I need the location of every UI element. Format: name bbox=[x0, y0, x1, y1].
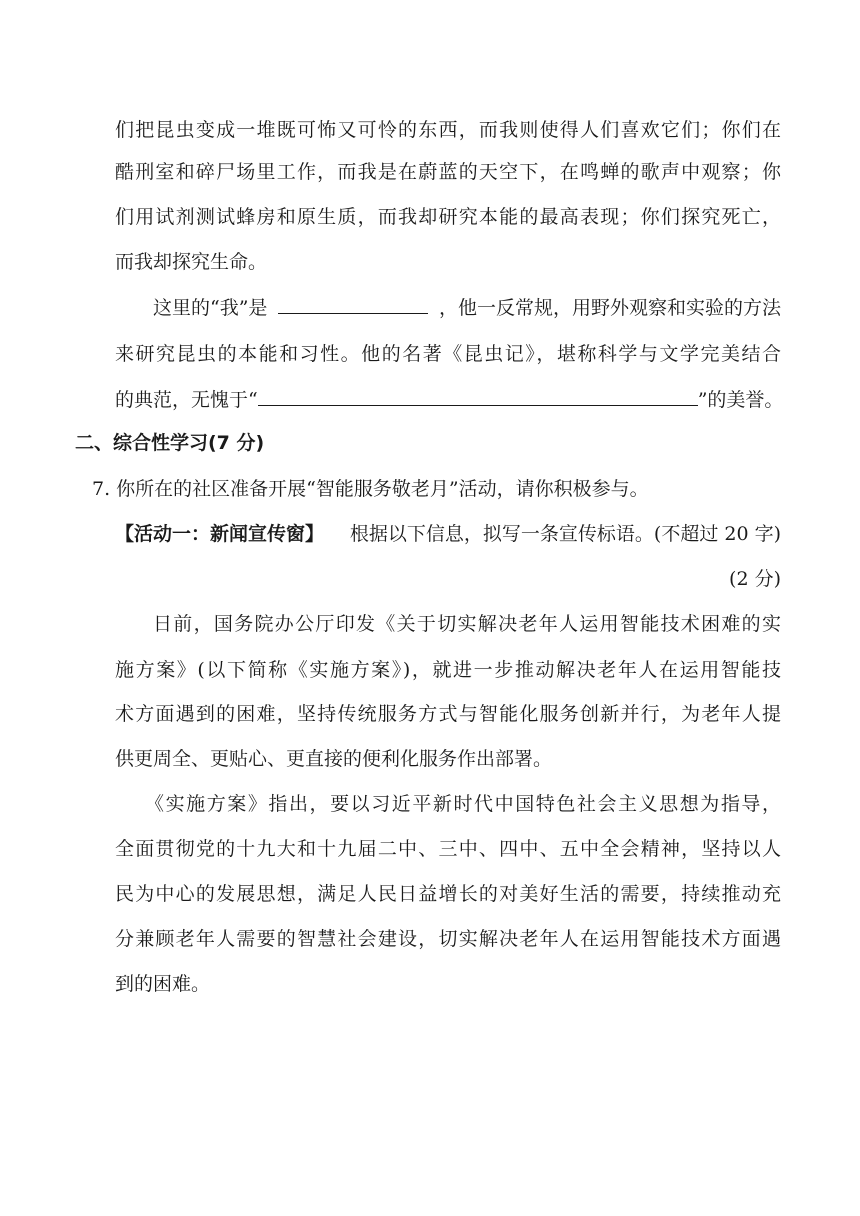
passage-line-3: 们用试剂测试蜂房和原生质，而我却研究本能的最高表现；你们探究死亡， bbox=[115, 206, 781, 228]
passage-line-4: 而我却探究生命。 bbox=[115, 251, 268, 273]
news-para-2-line-1: 《实施方案》指出，要以习近平新时代中国特色社会主义思想为指导， bbox=[145, 793, 781, 815]
fill-line-3 bbox=[115, 387, 784, 412]
news-para-2-line-4: 分兼顾老年人需要的智慧社会建设，切实解决老年人在运用智能技术方面遇 bbox=[115, 928, 781, 950]
activity-one-label: 【活动一：新闻宣传窗】 bbox=[115, 523, 325, 545]
activity-one-line bbox=[115, 522, 781, 546]
news-para-1-line-1: 日前，国务院办公厅印发《关于切实解决老年人运用智能技术困难的实 bbox=[153, 613, 781, 635]
passage-line-2: 酷刑室和碎尸场里工作，而我是在蔚蓝的天空下，在鸣蝉的歌声中观察；你 bbox=[115, 161, 781, 183]
passage-line-1: 们把昆虫变成一堆既可怖又可怜的东西，而我则使得人们喜欢它们；你们在 bbox=[115, 119, 781, 141]
news-para-2-line-3: 民为中心的发展思想，满足人民日益增长的对美好生活的需要，持续推动充 bbox=[115, 883, 781, 905]
fill-line-1-prefix: 这里的“我”是 bbox=[153, 297, 268, 319]
news-para-1-line-2: 施方案》(以下简称《实施方案》)，就进一步推动解决老年人在运用智能技 bbox=[115, 659, 781, 681]
question-7-stem: 7. 你所在的社区准备开展“智能服务敬老月”活动，请你积极参与。 bbox=[92, 478, 649, 500]
fill-line-3-suffix: ”的美誉。 bbox=[697, 389, 784, 411]
fill-line-1 bbox=[153, 295, 781, 320]
fill-line-2: 来研究昆虫的本能和习性。他的名著《昆虫记》，堪称科学与文学完美结合 bbox=[115, 343, 781, 365]
fill-line-1-suffix: ，他一反常规，用野外观察和实验的方法 bbox=[438, 297, 781, 319]
fill-line-3-prefix: 的典范，无愧于“ bbox=[115, 389, 258, 411]
news-para-2-line-5: 到的困难。 bbox=[115, 973, 211, 995]
news-para-1-line-4: 供更周全、更贴心、更直接的便利化服务作出部署。 bbox=[115, 748, 553, 770]
news-para-2-line-2: 全面贯彻党的十九大和十九届二中、三中、四中、五中全会精神，坚持以人 bbox=[115, 838, 781, 860]
activity-one-text: 根据以下信息，拟写一条宣传标语。(不超过 20 字) bbox=[349, 523, 781, 545]
answer-blank-author[interactable] bbox=[278, 295, 428, 314]
answer-blank-reputation[interactable] bbox=[258, 387, 698, 406]
section-heading: 二、综合性学习(7 分) bbox=[75, 432, 265, 454]
news-para-1-line-3: 术方面遇到的困难，坚持传统服务方式与智能化服务创新并行，为老年人提 bbox=[115, 703, 781, 725]
question-7-score: (2 分) bbox=[729, 568, 781, 590]
